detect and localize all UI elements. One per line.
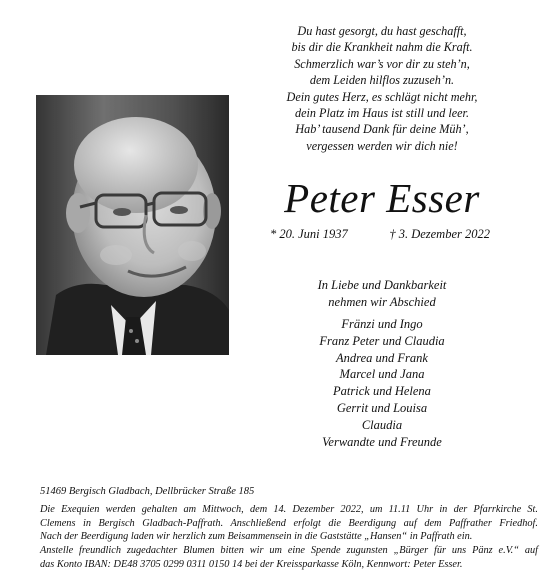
farewell-line: nehmen wir Abschied: [328, 294, 436, 309]
birth-date: * 20. Juni 1937: [270, 227, 348, 241]
mourner-entry: Claudia: [361, 417, 403, 432]
mourner-entry: Gerrit und Louisa: [336, 400, 428, 415]
funeral-line: Die Exequien werden gehalten am Mittwoch, dem 14. Dezember 2022, um 11.11 Uhr in der Pfarrkirche St.: [40, 504, 538, 515]
mourner-entry: Franz Peter und Claudia: [319, 333, 445, 348]
farewell-line: In Liebe und Dankbarkeit: [317, 278, 447, 292]
poem-line: bis dir die Krankheit nahm die Kraft.: [291, 40, 473, 55]
family-address: 51469 Bergisch Gladbach, Dellbrücker Straße 185: [40, 486, 255, 497]
poem-line: vergessen werden wir dich nie!: [306, 138, 458, 153]
mourner-entry: Andrea und Frank: [336, 350, 428, 365]
poem-line: Du hast gesorgt, du hast geschafft,: [297, 24, 467, 38]
mourner-entry: Verwandte und Freunde: [322, 434, 442, 449]
mourner-entry: Fränzi und Ingo: [341, 317, 423, 331]
funeral-information: [40, 503, 538, 544]
donation-line: Anstelle freundlich zugedachter Blumen bitten wir um eine Spende zugunsten „Bürger für uns Pänz e.V.“ auf: [40, 545, 538, 556]
mourners-list: [262, 316, 502, 450]
poem-line: dein Platz im Haus ist still und leer.: [294, 106, 469, 121]
poem-line: Schmerzlich war’s vor dir zu steh’n,: [294, 56, 470, 71]
farewell-text: [262, 277, 502, 310]
donation-line: das Konto IBAN: DE48 3705 0299 0311 0150 14 bei der Kreissparkasse Köln, Kennwort: Peter Esser.: [40, 558, 463, 570]
donation-information: [40, 544, 538, 571]
deceased-name: Peter Esser: [284, 175, 480, 221]
death-date: † 3. Dezember 2022: [389, 227, 490, 241]
funeral-line: Clemens in Bergisch Gladbach-Paffrath. Anschließend erfolgt die Beerdigung auf dem Paffrather Friedhof.: [40, 517, 538, 529]
poem-line: Hab’ tausend Dank für deine Müh’,: [295, 122, 469, 137]
mourner-entry: Marcel und Jana: [339, 367, 425, 382]
poem-line: Dein gutes Herz, es schlägt nicht mehr,: [286, 89, 478, 104]
mourner-entry: Patrick und Helena: [333, 384, 431, 399]
poem-line: dem Leiden hilflos zuzuseh’n.: [309, 73, 455, 88]
portrait-illustration: [36, 95, 229, 355]
portrait-photo: [36, 95, 229, 355]
memorial-poem: [262, 23, 502, 154]
funeral-line: Nach der Beerdigung laden wir herzlich zum Beisammensein in die Gaststätte „Hansen“ in Paffrath ein.: [40, 531, 473, 542]
